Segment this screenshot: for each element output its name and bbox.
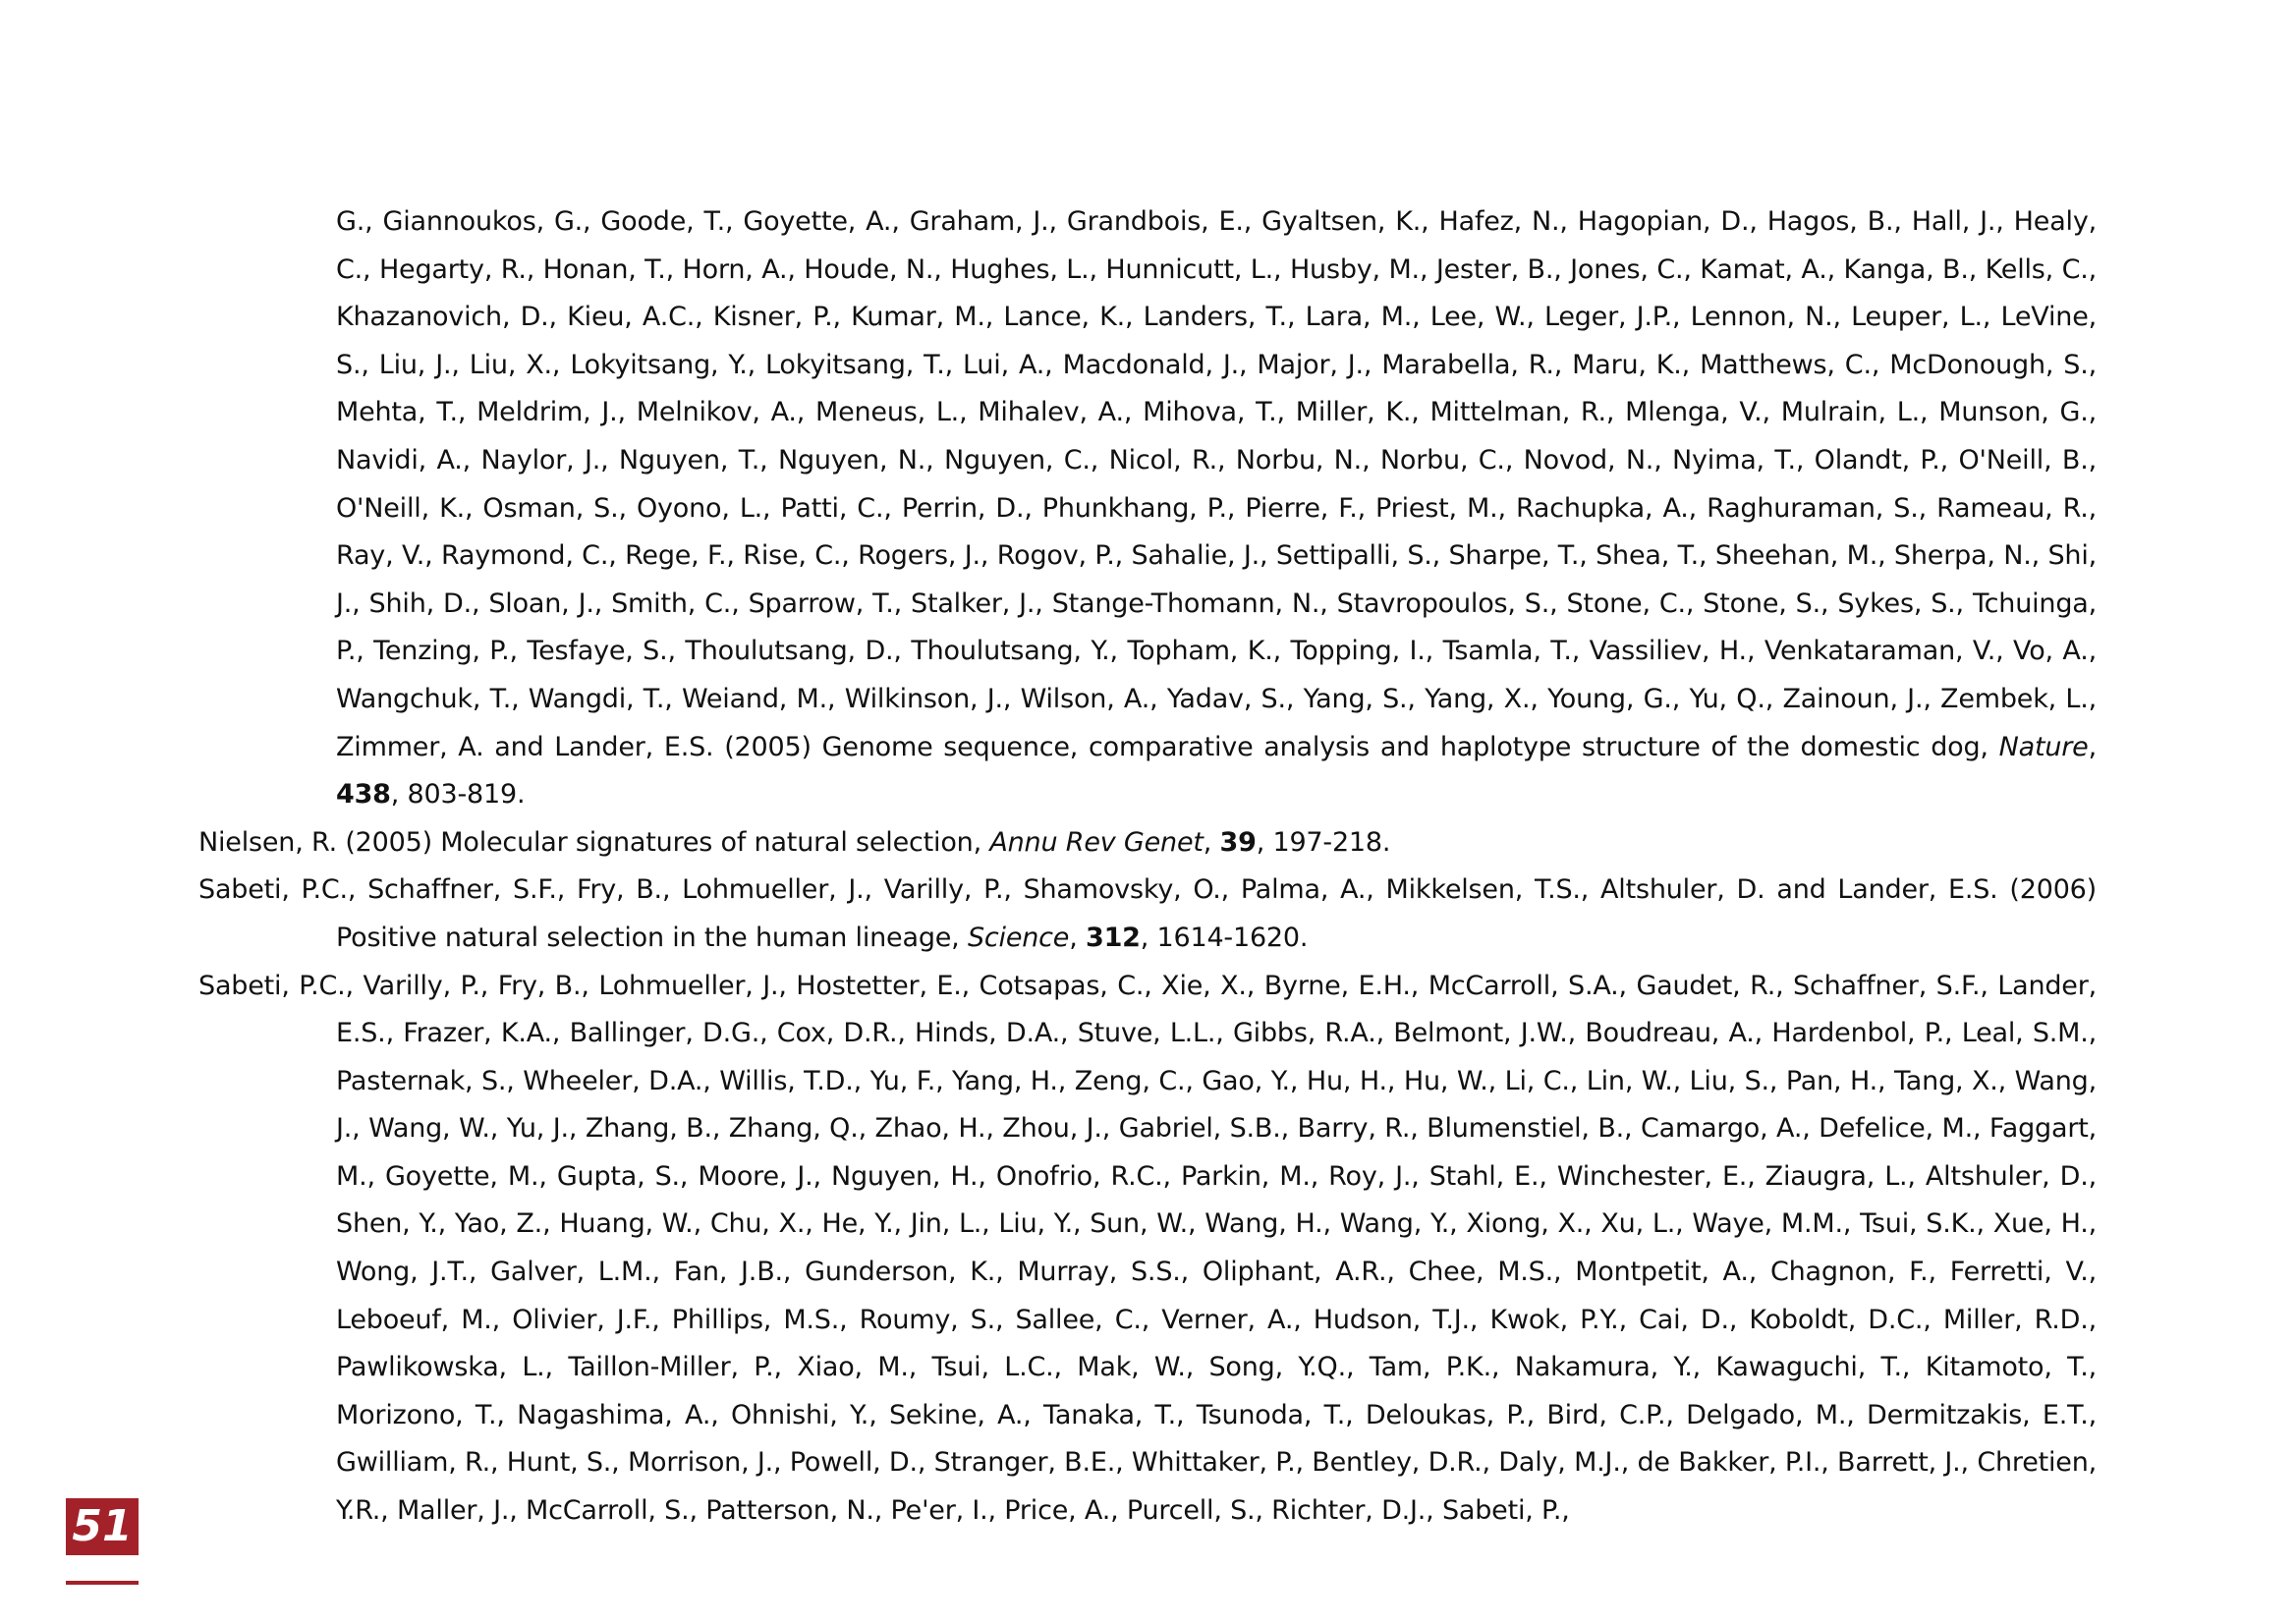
journal-name: Science <box>967 922 1070 953</box>
journal-volume: 39 <box>1219 826 1257 858</box>
page-number-underline <box>66 1581 139 1585</box>
reference-text: G., Giannoukos, G., Goode, T., Goyette, A., Graham, J., Grandbois, E., Gyaltsen, K., Hafez, N., Hagopian, D., Hagos, B., Hall, J., Healy, C., Hegarty, R., Honan, T., Horn, A., Houde, N., Hughes, L., Hunnicutt, L., Husby, M., Jester, B., Jones, C., Kamat, A., Kanga, B., Kells, C., Khazanovich, D., Kieu, A.C., Kisner, P., Kumar, M., Lance, K., Landers, T., Lara, M., Lee, W., Leger, J.P., Lennon, N., Leuper, L., LeVine, S., Liu, J., Liu, X., Lokyitsang, Y., Lokyitsang, T., Lui, A., Macdonald, J., Major, J., Marabella, R., Maru, K., Matthews, C., McDonough, S., Mehta, T., Meldrim, J., Melnikov, A., Meneus, L., Mihalev, A., Mihova, T., Miller, K., Mittelman, R., Mlenga, V., Mulrain, L., Munson, G., Navidi, A., Naylor, J., Nguyen, T., Nguyen, N., Nguyen, C., Nicol, R., Norbu, N., Norbu, C., Novod, N., Nyima, T., Olandt, P., O'Neill, B., O'Neill, K., Osman, S., Oyono, L., Patti, C., Perrin, D., Phunkhang, P., Pierre, F., Priest, M., Rachupka, A., Raghuraman, S., Rameau, R., Ray, V., Raymond, C., Rege, F., Rise, C., Rogers, J., Rogov, P., Sahalie, J., Settipalli, S., Sharpe, T., Shea, T., Sheehan, M., Sherpa, N., Shi, J., Shih, D., Sloan, J., Smith, C., Sparrow, T., Stalker, J., Stange-Thomann, N., Stavropoulos, S., Stone, C., Stone, S., Sykes, S., Tchuinga, P., Tenzing, P., Tesfaye, S., Thoulutsang, D., Thoulutsang, Y., Topham, K., Topping, I., Tsamla, T., Vassiliev, H., Venkataraman, V., Vo, A., Wangchuk, T., Wangdi, T., Weiand, M., Wilkinson, J., Wilson, A., Yadav, S., Yang, S., Yang, X., Young, G., Yu, Q., Zainoun, J., Zembek, L., Zimmer, A. and Lander, E.S. (2005) Genome sequence, comparative analysis and haplotype structure of the domestic dog, <box>336 206 2097 762</box>
journal-name: Nature <box>1998 731 2089 762</box>
reference-entry <box>198 867 2097 962</box>
reference-text: Nielsen, R. (2005) Molecular signatures of natural selection, <box>198 826 981 858</box>
journal-separator: , <box>2088 731 2097 762</box>
journal-volume: 438 <box>336 779 391 811</box>
journal-separator: , <box>1203 826 1220 858</box>
reference-text: Sabeti, P.C., Schaffner, S.F., Fry, B., Lohmueller, J., Varilly, P., Shamovsky, O., Palma, A., Mikkelsen, T.S., Altshuler, D. and Lander, E.S. (2006) Positive natural selection in the human lineage, <box>198 874 2097 953</box>
page-number-badge <box>66 1498 139 1555</box>
page-number: 51 <box>72 1501 133 1551</box>
reference-text: Sabeti, P.C., Varilly, P., Fry, B., Lohmueller, J., Hostetter, E., Cotsapas, C., Xie, X., Byrne, E.H., McCarroll, S.A., Gaudet, R., Schaffner, S.F., Lander, E.S., Frazer, K.A., Ballinger, D.G., Cox, D.R., Hinds, D.A., Stuve, L.L., Gibbs, R.A., Belmont, J.W., Boudreau, A., Hardenbol, P., Leal, S.M., Pasternak, S., Wheeler, D.A., Willis, T.D., Yu, F., Yang, H., Zeng, C., Gao, Y., Hu, H., Hu, W., Li, C., Lin, W., Liu, S., Pan, H., Tang, X., Wang, J., Wang, W., Yu, J., Zhang, B., Zhang, Q., Zhao, H., Zhou, J., Gabriel, S.B., Barry, R., Blumenstiel, B., Camargo, A., Defelice, M., Faggart, M., Goyette, M., Gupta, S., Moore, J., Nguyen, H., Onofrio, R.C., Parkin, M., Roy, J., Stahl, E., Winchester, E., Ziaugra, L., Altshuler, D., Shen, Y., Yao, Z., Huang, W., Chu, X., He, Y., Jin, L., Liu, Y., Sun, W., Wang, H., Wang, Y., Xiong, X., Xu, L., Waye, M.M., Tsui, S.K., Xue, H., Wong, J.T., Galver, L.M., Fan, J.B., Gunderson, K., Murray, S.S., Oliphant, A.R., Chee, M.S., Montpetit, A., Chagnon, F., Ferretti, V., Leboeuf, M., Olivier, J.F., Phillips, M.S., Roumy, S., Sallee, C., Verner, A., Hudson, T.J., Kwok, P.Y., Cai, D., Koboldt, D.C., Miller, R.D., Pawlikowska, L., Taillon-Miller, P., Xiao, M., Tsui, L.C., Mak, W., Song, Y.Q., Tam, P.K., Nakamura, Y., Kawaguchi, T., Kitamoto, T., Morizono, T., Nagashima, A., Ohnishi, Y., Sekine, A., Tanaka, T., Tsunoda, T., Deloukas, P., Bird, C.P., Delgado, M., Dermitzakis, E.T., Gwilliam, R., Hunt, S., Morrison, J., Powell, D., Stranger, B.E., Whittaker, P., Bentley, D.R., Daly, M.J., de Bakker, P.I., Barrett, J., Chretien, Y.R., Maller, J., McCarroll, S., Patterson, N., Pe'er, I., Price, A., Purcell, S., Richter, D.J., Sabeti, P., <box>198 970 2097 1527</box>
reference-entry <box>198 198 2097 819</box>
reference-entry <box>198 963 2097 1536</box>
journal-volume: 312 <box>1085 922 1141 953</box>
reference-entry <box>198 819 2097 868</box>
journal-pages: , 803-819. <box>390 779 526 811</box>
journal-pages: , 197-218. <box>1256 826 1391 858</box>
reference-list <box>198 198 2097 1536</box>
journal-separator: , <box>1069 922 1086 953</box>
journal-name: Annu Rev Genet <box>989 826 1204 858</box>
journal-pages: , 1614-1620. <box>1140 922 1309 953</box>
